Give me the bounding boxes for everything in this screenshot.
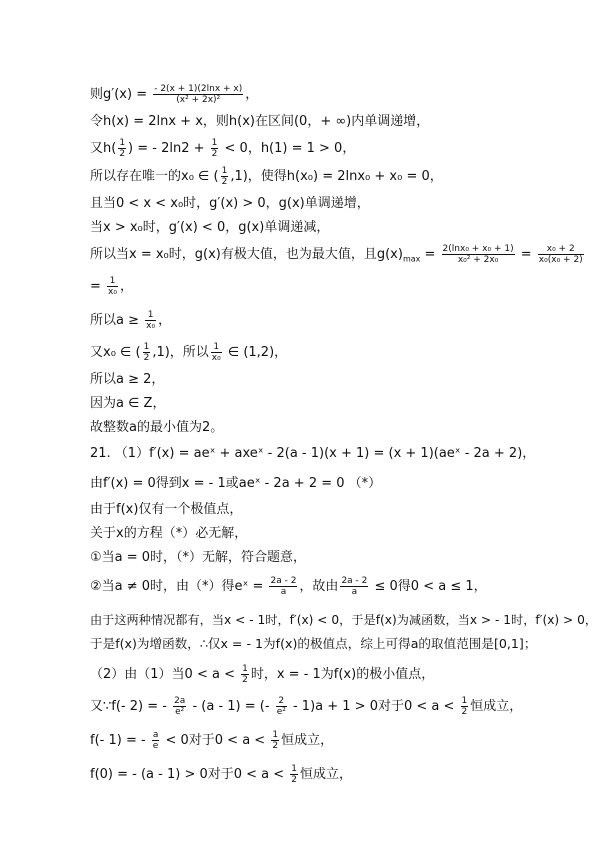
- fraction: [143, 342, 151, 363]
- fraction-denominator: (x² + 2x)²: [176, 95, 221, 105]
- line-text: < 0对于0 < a <: [161, 733, 270, 748]
- line-text: f(- 1) = -: [90, 733, 150, 748]
- fraction: [173, 696, 186, 717]
- fraction-numerator: 1: [107, 276, 118, 287]
- line-text: =: [420, 247, 440, 262]
- fraction-denominator: x₀: [211, 353, 221, 363]
- text-line: [90, 342, 287, 363]
- fraction: [340, 576, 368, 597]
- line-text: ，: [158, 313, 172, 328]
- fraction-numerator: a: [152, 730, 159, 740]
- line-text: =: [516, 247, 536, 262]
- text-line: 所以a ≥ 2，: [90, 372, 165, 387]
- line-text: ，: [245, 87, 259, 102]
- fraction-denominator: 2: [211, 149, 218, 159]
- fraction: [153, 84, 243, 105]
- line-text: ≤ 0得0 < a ≤ 1，: [370, 579, 487, 594]
- fraction-denominator: 2: [221, 177, 228, 187]
- fraction: [145, 310, 156, 331]
- line-text: 所以存在唯一的x₀ ∈ (: [90, 169, 219, 184]
- text-line: 故整数a的最小值为2。: [90, 420, 224, 435]
- line-text: 恒成立，: [470, 699, 523, 714]
- line-text: 所以a ≥: [90, 313, 144, 328]
- fraction: [221, 166, 229, 187]
- fraction-numerator: - 2(x + 1)(2lnx + x): [154, 84, 243, 94]
- line-text: ∈ (1,2)，: [223, 345, 288, 360]
- fraction-denominator: e²: [276, 707, 286, 717]
- fraction-denominator: e: [152, 741, 159, 751]
- text-line: 由于这两种情况都有，当x < - 1时，f′(x) < 0，于是f(x)为减函数，当x > - 1时，f′(x) > 0，: [90, 613, 598, 627]
- text-line: ①当a = 0时，（*）无解，符合题意，: [90, 550, 307, 565]
- fraction-numerator: 2(lnx₀ + x₀ + 1): [442, 244, 514, 254]
- line-text: g′(x) =: [103, 87, 152, 102]
- fraction: [211, 342, 222, 363]
- line-text: - (a - 1) = (-: [188, 699, 274, 714]
- line-text: （2）由（1）当0 < a <: [90, 667, 240, 682]
- fraction: [271, 730, 279, 751]
- line-text: 恒成立，: [300, 767, 353, 782]
- text-line: [90, 664, 434, 685]
- line-text: 又h(: [90, 141, 117, 156]
- fraction-denominator: 2: [291, 775, 298, 785]
- fraction-numerator: 1: [145, 310, 156, 321]
- fraction-numerator: 1: [242, 664, 248, 674]
- line-text: ) = - 2ln2 +: [128, 141, 209, 156]
- line-text: ,1)，所以: [152, 345, 209, 360]
- text-line: 因为a ∈ Z，: [90, 396, 166, 411]
- line-text: ,1)，使得h(x₀) = 2lnx₀ + x₀ = 0，: [230, 169, 443, 184]
- text-line: [90, 764, 352, 785]
- fraction-denominator: 2: [143, 353, 150, 363]
- line-text: ②当a ≠ 0时，由（*）得eˣ =: [90, 579, 268, 594]
- fraction-numerator: 1: [211, 342, 222, 353]
- fraction: [290, 764, 298, 785]
- fraction: [442, 244, 515, 265]
- text-line: 由于f(x)仅有一个极值点，: [90, 502, 243, 517]
- line-text: < 0，h(1) = 1 > 0，: [220, 141, 356, 156]
- fraction: [152, 730, 160, 751]
- fraction-numerator: 1: [221, 166, 228, 176]
- fraction-denominator: x₀² + 2x₀: [457, 255, 499, 265]
- fraction-denominator: x₀: [108, 287, 117, 297]
- subscript: max: [402, 254, 421, 264]
- fraction-numerator: 1: [211, 138, 218, 148]
- fraction-denominator: x₀(x₀ + 2): [538, 255, 583, 265]
- fraction: [211, 138, 219, 159]
- fraction-numerator: 2a - 2: [270, 576, 297, 586]
- fraction: [107, 276, 118, 297]
- fraction-numerator: 1: [291, 764, 298, 774]
- fraction: [241, 664, 249, 685]
- line-text: 则: [90, 87, 104, 102]
- text-line: 令h(x) = 2lnx + x，则h(x)在区间(0，+ ∞)内单调递增，: [90, 114, 430, 129]
- text-line: [90, 166, 443, 187]
- fraction-numerator: 2: [276, 696, 287, 707]
- line-text: =: [90, 279, 106, 294]
- fraction: [461, 696, 469, 717]
- fraction-numerator: 1: [143, 342, 150, 352]
- text-line: [90, 244, 586, 268]
- fraction-numerator: 1: [461, 696, 468, 706]
- text-line: 于是f(x)为增函数，∴仅x = - 1为f(x)的极值点，综上可得a的取值范围是[0,1]；: [90, 636, 537, 651]
- text-line: [90, 730, 333, 751]
- fraction-denominator: 2: [119, 149, 126, 159]
- text-line: 当x > x₀时，g′(x) < 0，g(x)单调递减，: [90, 220, 330, 235]
- fraction-denominator: 2: [242, 675, 248, 685]
- fraction: [538, 244, 584, 265]
- line-text: 又∵f(- 2) = -: [90, 699, 172, 714]
- line-text: 恒成立，: [281, 733, 334, 748]
- text-line: [90, 84, 258, 105]
- text-line: [90, 696, 522, 717]
- fraction-numerator: x₀ + 2: [538, 244, 584, 255]
- fraction-numerator: 2a - 2: [341, 576, 368, 586]
- fraction-numerator: 1: [119, 138, 126, 148]
- fraction: [276, 696, 287, 717]
- text-line: [90, 576, 487, 597]
- fraction-denominator: 2: [461, 707, 468, 717]
- fraction-denominator: a: [280, 587, 287, 597]
- fraction-denominator: a: [351, 587, 358, 597]
- fraction: [118, 138, 126, 159]
- line-text: 所以当x = x₀时，g(x)有极大值，也为最大值，且g(x): [90, 247, 403, 262]
- text-line: [90, 138, 355, 159]
- line-text: ，: [119, 279, 133, 294]
- line-text: f(0) = - (a - 1) > 0对于0 < a <: [90, 767, 289, 782]
- text-line: 关于x的方程（*）必无解，: [90, 526, 248, 541]
- text-line: 由f′(x) = 0得到x = - 1或aeˣ - 2a + 2 = 0 （*）: [90, 476, 382, 491]
- line-text: - 1)a + 1 > 0对于0 < a <: [288, 699, 459, 714]
- text-line: [90, 310, 171, 331]
- text-line: 且当0 < x < x₀时，g′(x) > 0，g(x)单调递增，: [90, 196, 370, 211]
- fraction: [269, 576, 297, 597]
- fraction-numerator: 1: [272, 730, 279, 740]
- line-text: 又x₀ ∈ (: [90, 345, 141, 360]
- text-line: [90, 276, 133, 297]
- line-text: 时，x = - 1为f(x)的极小值点，: [250, 667, 435, 682]
- fraction-numerator: 2a: [174, 696, 186, 706]
- fraction-denominator: 2: [272, 741, 279, 751]
- text-line: 21. （1）f′(x) = aeˣ + axeˣ - 2(a - 1)(x + 1) = (x + 1)(aeˣ - 2a + 2)，: [90, 446, 536, 461]
- fraction-denominator: e²: [175, 707, 185, 717]
- line-text: ，故由: [299, 579, 339, 594]
- fraction-denominator: x₀: [146, 321, 156, 331]
